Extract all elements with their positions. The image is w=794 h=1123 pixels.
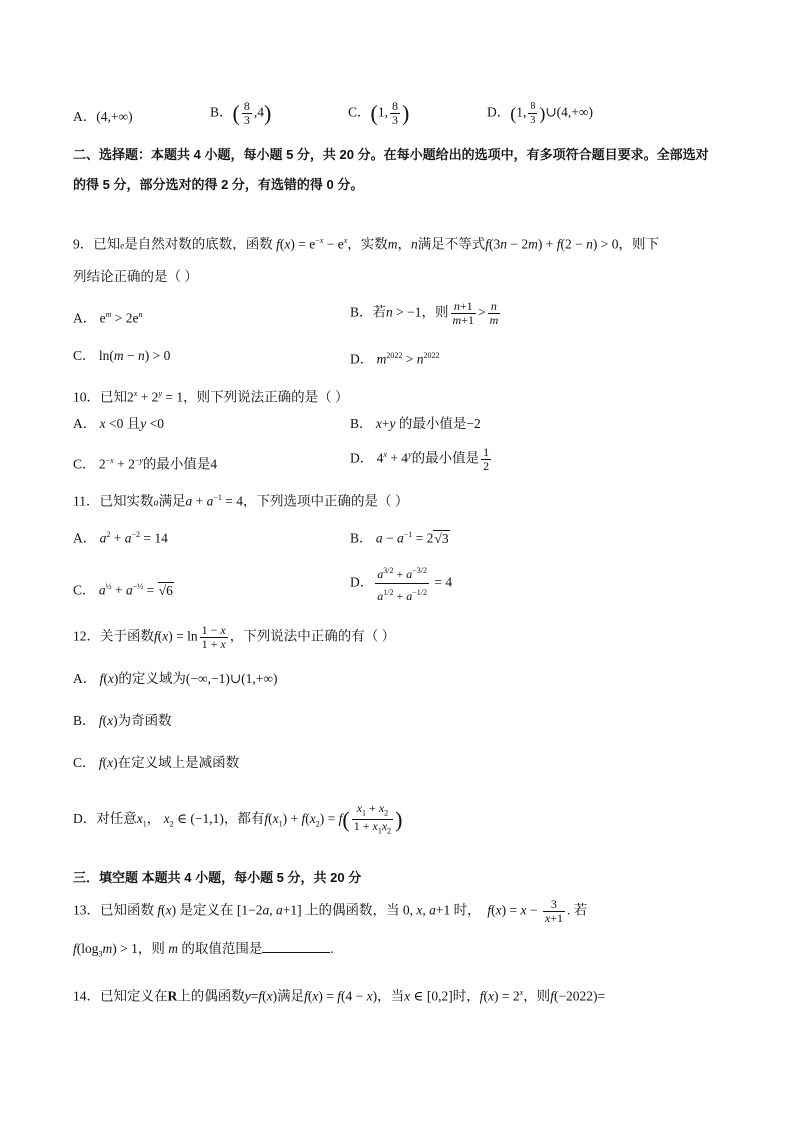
q9-stem-line2: 列结论正确的是（ ） <box>73 269 198 284</box>
q11-stem: 11．已知实数a满足$a + a^{-1} = 4$，下列选项中正确的是（ ） <box>73 493 409 509</box>
q9-option-b[interactable]: B．若n > −1，则 $\frac{n+1}{m+1}$ > $\frac{n}{m}$ <box>350 299 499 327</box>
q9-option-a[interactable]: A． $e^m > 2e^n$ <box>73 310 143 326</box>
q12-option-a[interactable]: A． f(x)的定义域为(−∞,−1)∪(1,+∞) <box>73 671 278 686</box>
section2-heading-line1: 二、选择题：本题共 4 小题，每小题 5 分，共 20 分。在每小题给出的选项中，有多项符合题目要求。全部选对 <box>73 147 709 162</box>
section3-heading: 三．填空题 本题共 4 小题，每小题 5 分，共 20 分 <box>73 870 362 885</box>
q14-stem: 14．已知定义在R上的偶函数y=f(x)满足f(x) = f(4 − x)，当x ∈ [0,2]时，$f(x) = 2^x$，则f(−2022)= <box>73 988 606 1004</box>
q10-stem: 10．已知$2^x + 2^y = 1$，则下列说法正确的是（ ） <box>73 389 349 405</box>
section2-heading-line2: 的得 5 分，部分选对的得 2 分，有选错的得 0 分。 <box>73 177 364 192</box>
q8-option-a[interactable]: A．(4,+∞) <box>73 109 133 124</box>
q9-stem-line1: 9．已知e是自然对数的底数，函数 $f(x) = e^{-x} - e^x$，实数m，n满足不等式f(3n − 2m) + f(2 − n) > 0，则下 <box>73 236 659 252</box>
q10-option-b[interactable]: B． x+y 的最小值是−2 <box>350 416 481 431</box>
q12-option-d[interactable]: D．对任意$x_1$， $x_2$ ∈ (−1,1)，都有$f(x_1) + f(x_2) = f$( $\frac{x_1 + x_2}{1 + x_1x_2}$ ) <box>73 801 403 836</box>
q10-option-d[interactable]: D． $4^x + 4^y$的最小值是 $\frac{1}{2}$ <box>350 445 490 473</box>
q10-option-a[interactable]: A． x <0 且y <0 <box>73 416 164 431</box>
q13-answer-blank[interactable] <box>262 940 330 953</box>
q8-options-row <box>73 108 133 126</box>
q8-option-d[interactable]: D．(1, $\frac{8}{3}$ )∪(4,+∞) <box>487 101 594 126</box>
q12-option-b[interactable]: B． f(x)为奇函数 <box>73 713 172 728</box>
q10-option-c[interactable]: C． $2^{-x} + 2^{-y}$的最小值是4 <box>73 456 218 472</box>
q11-option-d[interactable]: D． $\frac{a^{3/2} + a^{-3/2}}{a^{1/2} + a^{-1/2}}$ = 4 <box>350 562 452 605</box>
q11-option-a[interactable]: A． $a^2 + a^{-2} = 14$ <box>73 530 168 546</box>
q13-stem-line1: 13．已知函数 f(x) 是定义在 [1−2a, a+1] 上的偶函数，当 0, x, a+1 时， f(x) = x − $\frac{3}{x+1}$ . 若 <box>73 897 588 925</box>
q12-option-c[interactable]: C． f(x)在定义域上是减函数 <box>73 755 240 770</box>
q9-option-d[interactable]: D． $m^{2022} > n^{2022}$ <box>350 351 440 367</box>
q13-stem-line2: $f(\log_3m) > 1$，则 m 的取值范围是 . <box>73 941 334 959</box>
q11-option-c[interactable]: C． $a^{\frac{1}{2}} + a^{-\frac{1}{2}} = √6$ <box>73 582 173 598</box>
q9-option-c[interactable]: C． ln(m − n) > 0 <box>73 348 171 363</box>
q12-stem: 12．关于函数f(x) = ln $\frac{1 - x}{1 + x}$ ，下列说法中正确的有（ ） <box>73 623 396 651</box>
q11-option-b[interactable]: B． $a - a^{-1} = 2√3$ <box>350 530 449 546</box>
q8-option-b[interactable]: B．( $\frac{8}{3}$ ,4) <box>210 99 272 127</box>
q8-option-c[interactable]: C．(1, $\frac{8}{3}$ ) <box>348 99 410 127</box>
